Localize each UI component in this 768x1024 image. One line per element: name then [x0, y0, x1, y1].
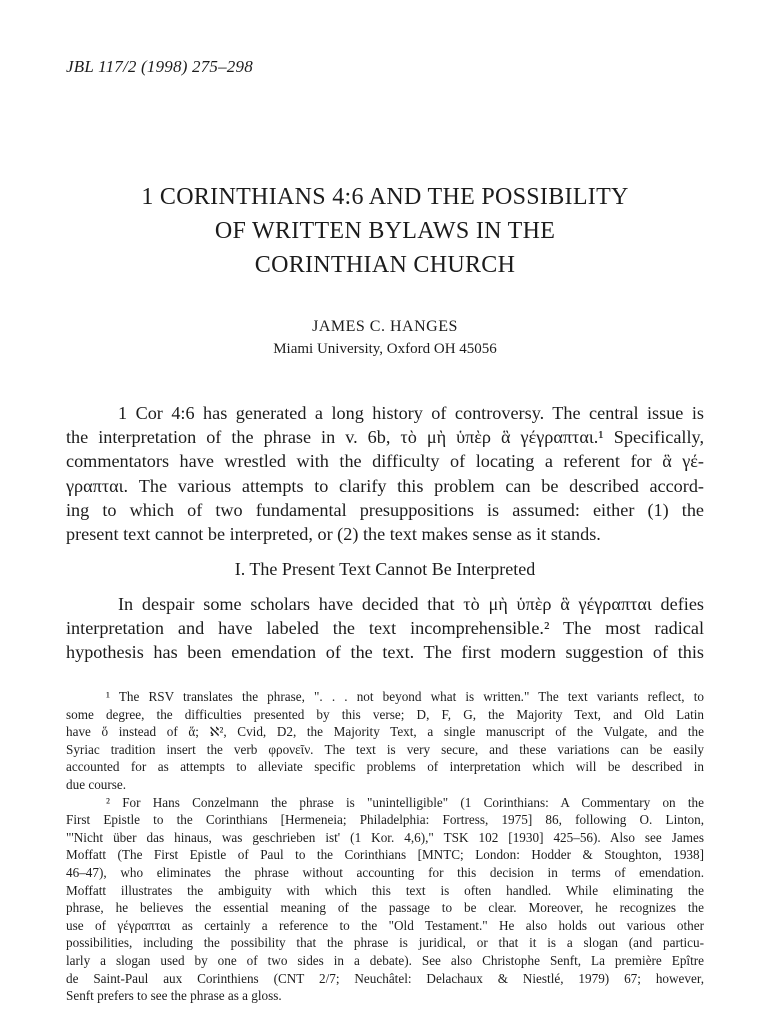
footnote-line: First Epistle to the Corinthians [Hermeneia; Philadelphia: Fortress, 1975] 86, following O. Linton, [66, 812, 704, 828]
footnote-line: possibilities, including the possibility that the phrase is juridical, or that it is a slogan (and particu- [66, 935, 704, 951]
footnote-line: Syriac tradition insert the verb φρονεῖν. The text is very secure, and these variations can be easily [66, 741, 704, 757]
paragraph-line: In despair some scholars have decided that τὸ μὴ ὑπὲρ ἃ γέγραπται defies [118, 594, 704, 614]
footnote-line: 46–47), who eliminates the phrase without accounting for this decision in terms of emendation. [66, 864, 704, 880]
footnote-line: Moffatt (The First Epistle of Paul to the Corinthians [MNTC; London: Hodder & Stoughton, 1938] [66, 847, 704, 863]
paragraph-line: 1 Cor 4:6 has generated a long history of controversy. The central issue is [118, 403, 704, 423]
footnote-line: de Saint-Paul aux Corinthiens (CNT 2/7; Neuchâtel: Delachaux & Niestlé, 1979) 67; however, [66, 970, 704, 986]
footnote-line: Moffatt illustrates the ambiguity with which this text is often handled. While eliminating the [66, 882, 704, 898]
footnotes [66, 688, 704, 1005]
author-name: JAMES C. HANGES [312, 318, 458, 335]
article-title [66, 180, 704, 282]
section-heading: I. The Present Text Cannot Be Interpreted [234, 559, 536, 579]
paragraph-line: present text cannot be interpreted, or (2) the text makes sense as it stands. [66, 524, 601, 545]
author-affiliation: Miami University, Oxford OH 45056 [273, 341, 497, 357]
footnote-line: use of γέγραπται as certainly a reference to the "Old Testament." He also holds out various other [66, 917, 704, 933]
footnote-line: due course. [66, 776, 127, 792]
footnote-line: Senft prefers to see the phrase as a gloss. [66, 988, 282, 1004]
paragraph-line: ing to which of two fundamental presuppositions is assumed: either (1) the [66, 499, 704, 520]
footnote-1 [66, 688, 704, 794]
footnote-line: some degree, the difficulties presented by this verse; D, F, G, the Majority Text, and Old Latin [66, 706, 704, 722]
paragraph-line: interpretation and have labeled the text incomprehensible.² The most radical [66, 618, 704, 639]
paragraph-line: γραπται. The various attempts to clarify this problem can be described accord- [66, 475, 704, 496]
footnote-line: have ὅ instead of ἅ; ℵ², Cvid, D2, the Majority Text, a single manuscript of the Vulgate, and the [66, 724, 704, 740]
footnote-line: ¹ The RSV translates the phrase, ". . . not beyond what is written." The text variants reflect, to [106, 689, 704, 704]
footnote-line: phrase, he believes the essential meaning of the passage to be clear. Moreover, he recognizes the [66, 900, 704, 916]
title-line: CORINTHIAN CHURCH [254, 252, 516, 278]
footnote-line: ² For Hans Conzelmann the phrase is "unintelligible" (1 Corinthians: A Commentary on the [106, 794, 704, 810]
journal-reference: JBL 117/2 (1998) 275–298 [66, 57, 253, 76]
intro-paragraph [66, 401, 704, 546]
title-line: OF WRITTEN BYLAWS IN THE [214, 218, 556, 244]
footnote-line: "'Nicht über das hinaus, was geschrieben ist' (1 Kor. 4,6)," TSK 102 [1930] 425–56). Also see James [66, 829, 704, 845]
title-line: 1 CORINTHIANS 4:6 AND THE POSSIBILITY [141, 184, 629, 210]
section-paragraph [66, 592, 704, 665]
footnote-line: larly a slogan used by one of two sides in a debate). See also Christophe Senft, La première Epître [66, 952, 704, 968]
paragraph-line: commentators have wrestled with the difficulty of locating a referent for ἃ γέ- [66, 451, 704, 472]
footnote-line: accounted for as attempts to alleviate specific problems of interpretation which will be described in [66, 759, 704, 775]
footnote-2 [66, 794, 704, 1005]
paragraph-line: hypothesis has been emendation of the text. The first modern suggestion of this [66, 642, 704, 663]
paragraph-line: the interpretation of the phrase in v. 6b, τὸ μὴ ὑπὲρ ἃ γέγραπται.¹ Specifically, [66, 427, 704, 448]
